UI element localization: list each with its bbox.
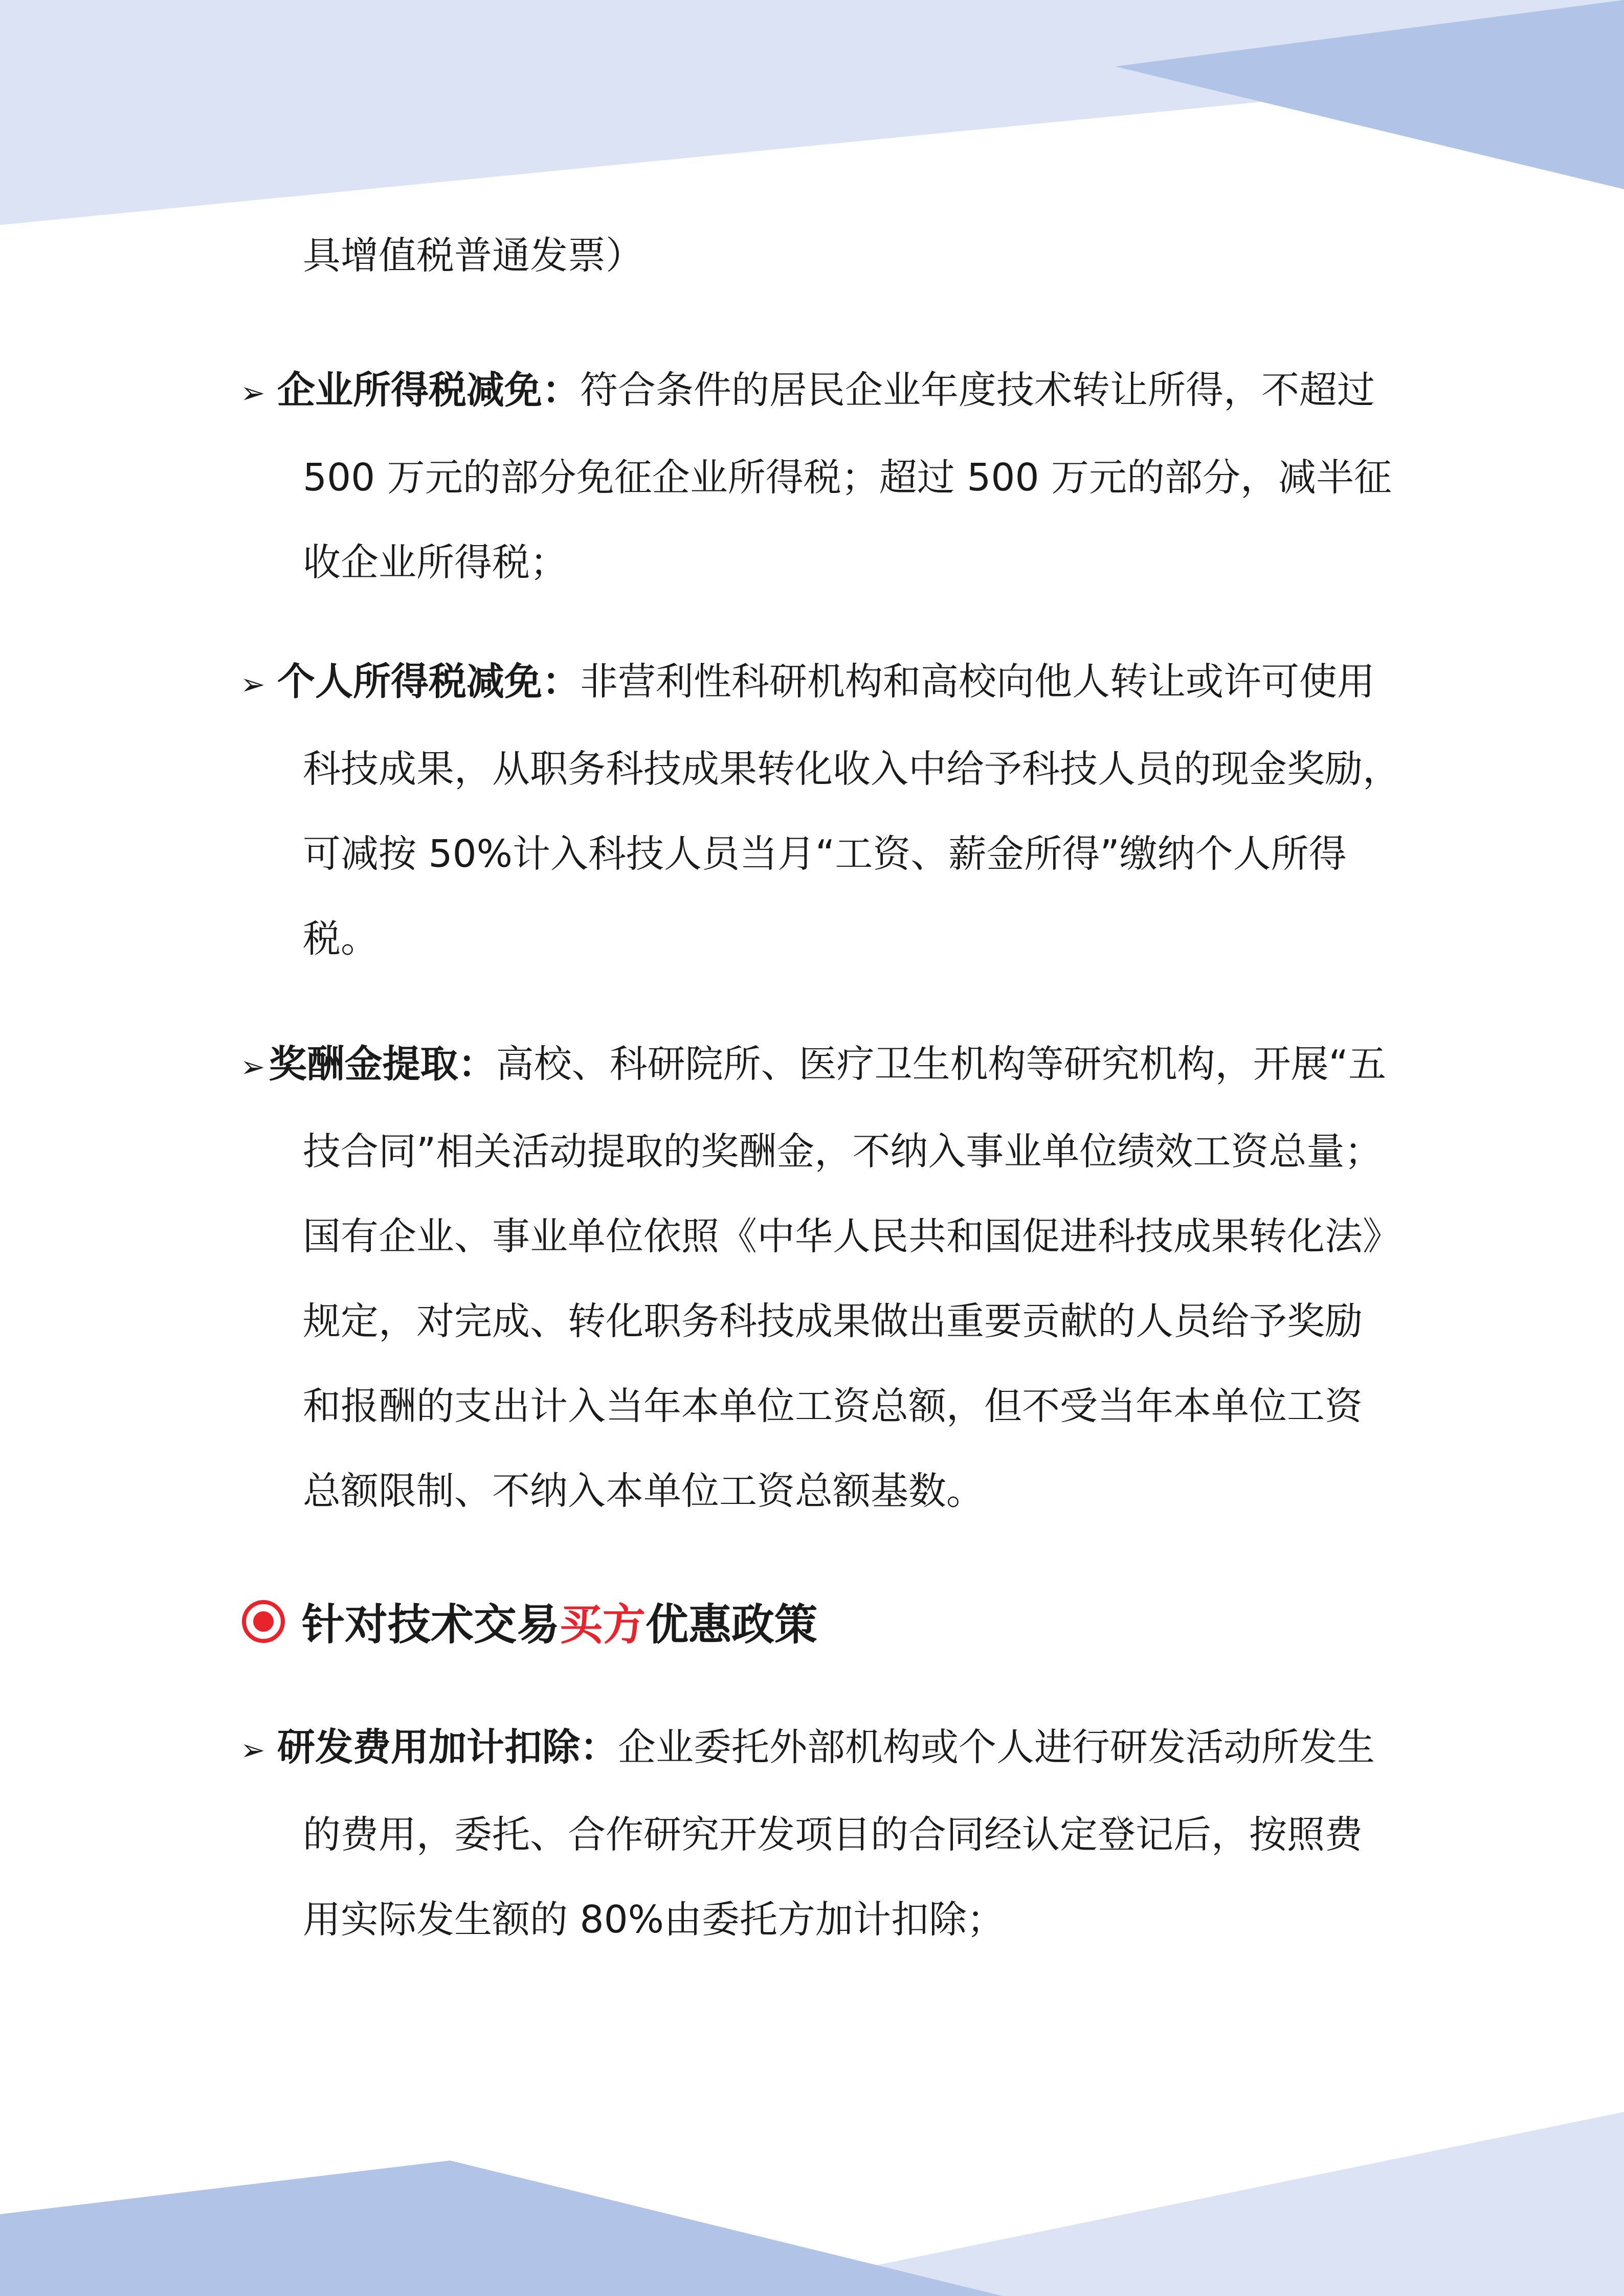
bullet-arrow-icon: ➢ <box>240 1732 265 1767</box>
policy-line: 收企业所得税； <box>303 541 568 584</box>
heading-highlight: 买方 <box>560 1600 646 1650</box>
policy-line: 总额限制、不纳入本单位工资总额基数。 <box>303 1469 984 1513</box>
policy-line: 国有企业、事业单位依照《中华人民共和国促进科技成果转化法》 <box>303 1214 1400 1258</box>
policy-line: 的费用，委托、合作研究开发项目的合同经认定登记后，按照费 <box>303 1813 1363 1857</box>
policy-line: 500 万元的部分免征企业所得税；超过 500 万元的部分，减半征 <box>303 456 1392 500</box>
heading-suffix: 优惠政策 <box>646 1600 818 1650</box>
policy-line: 高校、科研院所、医疗卫生机构等研究机构，开展“五 <box>496 1042 1386 1086</box>
bullet-arrow-icon: ➢ <box>240 375 265 410</box>
policy-line: 规定，对完成、转化职务科技成果做出重要贡献的人员给予奖励 <box>303 1299 1363 1343</box>
policy-item-corporate-tax <box>240 348 1392 605</box>
target-circle-icon <box>240 1599 286 1645</box>
policy-item-rd-deduction <box>240 1705 1386 1962</box>
policy-term: 研发费用加计扣除： <box>277 1725 618 1769</box>
policy-line: 符合条件的居民企业年度技术转让所得，不超过 <box>580 368 1375 412</box>
policy-line: 技合同”相关活动提取的奖酬金，不纳入事业单位绩效工资总量； <box>303 1130 1383 1174</box>
policy-item-reward-fund <box>240 1022 1400 1534</box>
policy-term: 个人所得税减免： <box>277 660 580 704</box>
policy-line: 用实际发生额的 80%由委托方加计扣除； <box>303 1898 1005 1942</box>
policy-line: 科技成果，从职务科技成果转化收入中给予科技人员的现金奖励， <box>303 747 1400 791</box>
continuation-text: 具增值税普通发票） <box>303 234 643 278</box>
bullet-arrow-icon: ➢ <box>240 1049 265 1084</box>
policy-line: 可减按 50%计入科技人员当月“工资、薪金所得”缴纳个人所得 <box>303 832 1347 876</box>
bullet-arrow-icon: ➢ <box>240 667 265 702</box>
policy-term: 奖酬金提取： <box>269 1042 496 1086</box>
heading-prefix: 针对技术交易 <box>302 1600 560 1650</box>
policy-line: 和报酬的支出计入当年本单位工资总额，但不受当年本单位工资 <box>303 1384 1363 1428</box>
policy-term: 企业所得税减免： <box>277 368 580 412</box>
policy-line: 非营利性科研机构和高校向他人转让或许可使用 <box>580 660 1375 704</box>
policy-line: 税。 <box>303 917 379 961</box>
policy-line: 企业委托外部机构或个人进行研发活动所发生 <box>618 1725 1375 1769</box>
policy-item-personal-tax <box>240 639 1400 981</box>
section-heading <box>240 1590 817 1652</box>
